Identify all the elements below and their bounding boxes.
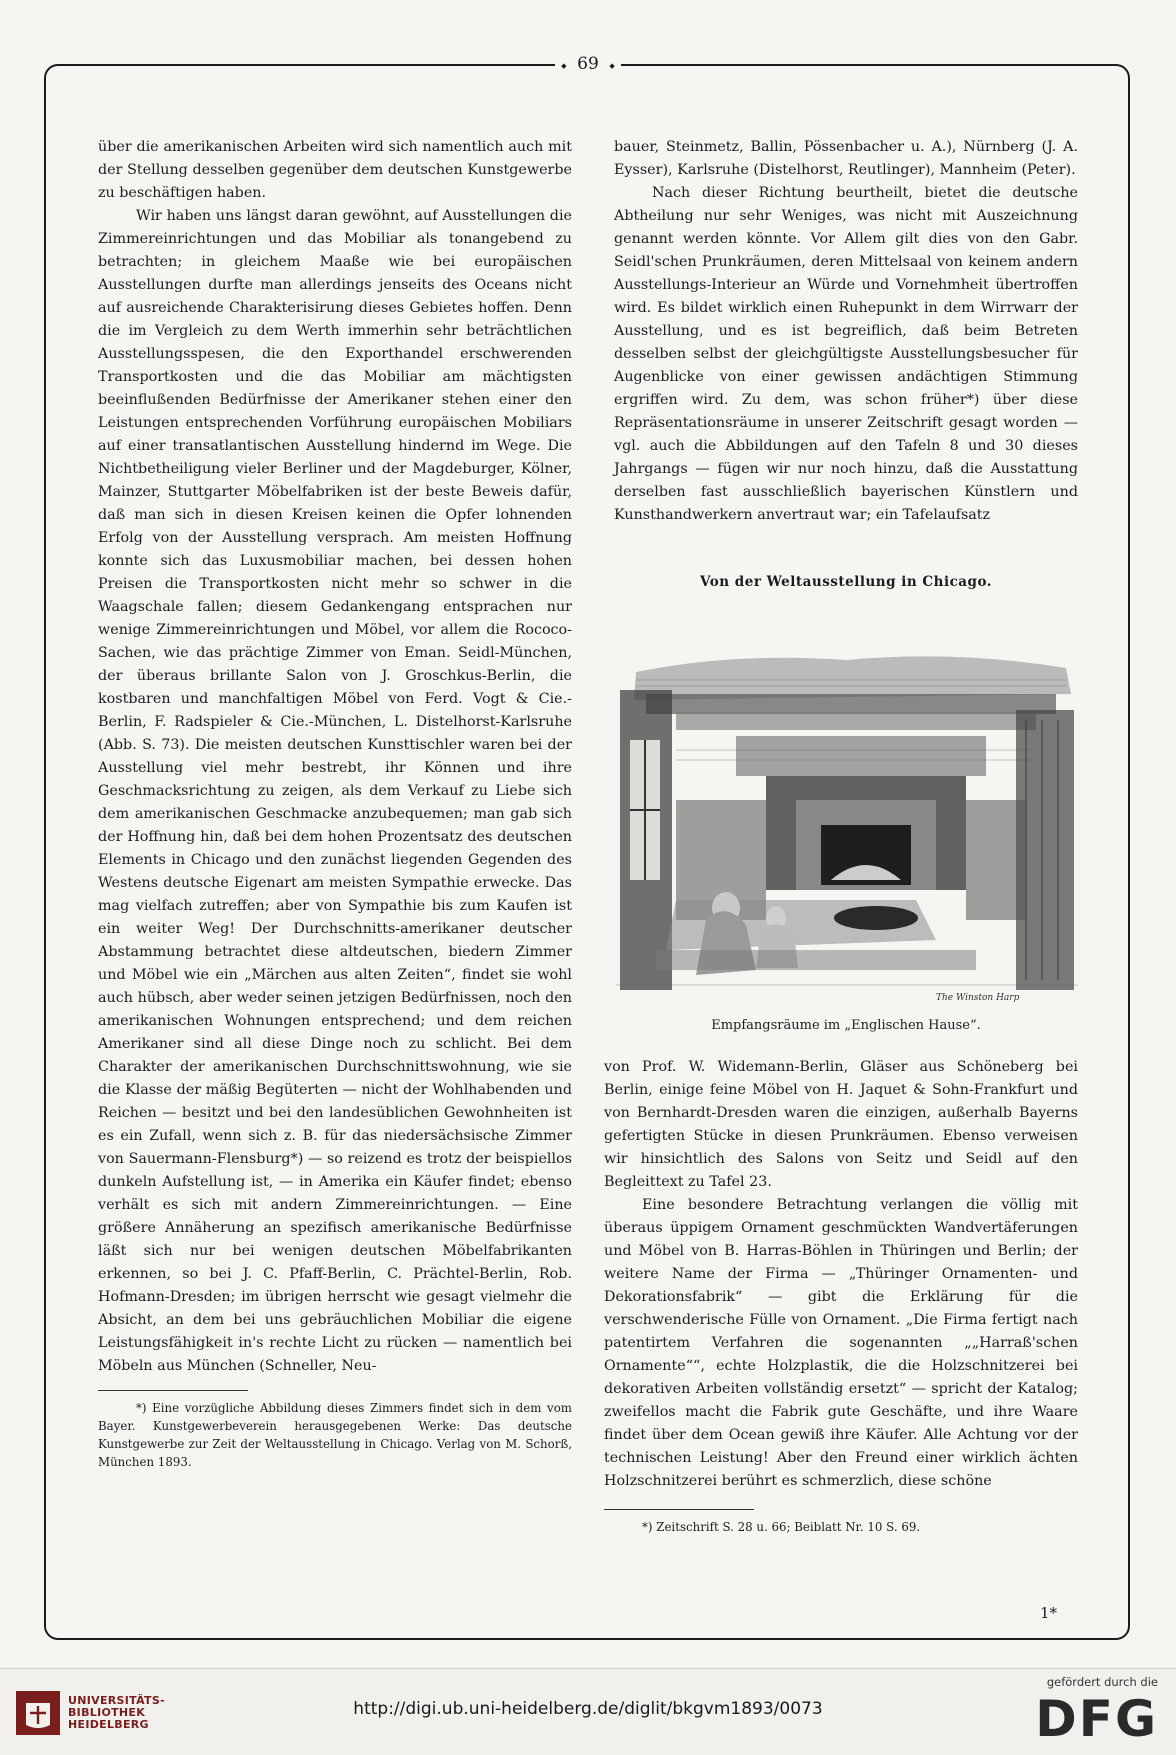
interior-engraving-illustration bbox=[616, 650, 1078, 1010]
left-paragraph-1: über die amerikanischen Arbeiten wird sich namentlich auch mit der Stellung desselben gegenüber dem deutschen Kunstgewerbe zu beschäftigen haben. bbox=[98, 139, 572, 201]
right-paragraph-1: bauer, Steinmetz, Ballin, Pössenbacher u. A.), Nürnberg (J. A. Eysser), Karlsruhe (Distelhorst, Reutlinger), Mannheim (Peter). bbox=[614, 139, 1078, 178]
dfg-logo[interactable] bbox=[1035, 1675, 1158, 1748]
right-paragraph-3: von Prof. W. Widemann-Berlin, Gläser aus Schöneberg bei Berlin, einige feine Möbel von H. Jaquet & Sohn-Frankfurt und von Bernhardt-Dresden waren die einzigen, außerhalb Bayerns gefertigten Stücke in diesen Prunkräumen. Ebenso verweisen wir hinsichtlich des Salons von Seitz und Seidl auf den Begleittext zu Tafel 23. bbox=[604, 1059, 1078, 1190]
signature-mark: 1* bbox=[1040, 1604, 1058, 1622]
right-column-top bbox=[614, 136, 1078, 527]
left-column bbox=[98, 136, 572, 1471]
library-name-line3: HEIDELBERG bbox=[68, 1718, 149, 1731]
illustration-signature: The Winston Harp bbox=[936, 993, 1020, 1003]
illustration-caption: Empfangsräume im „Englischen Hause“. bbox=[711, 1018, 981, 1033]
illustration-heading: Von der Weltausstellung in Chicago. bbox=[700, 574, 992, 590]
right-footnote: *) Zeitschrift S. 28 u. 66; Beiblatt Nr. 10 S. 69. bbox=[642, 1520, 921, 1534]
page-number: ◆ 69 ◆ bbox=[555, 54, 621, 74]
right-paragraph-4: Eine besondere Betrachtung verlangen die völlig mit überaus üppigem Ornament geschmückten Wandvertäferungen und Möbel von B. Harras-Böhlen in Thüringen und Berlin; der weitere Name der Firma — „Thüringer Ornamenten- und Dekorationsfabrik“ — gibt die Erklärung für die verschwenderische Fülle von Ornament. „Die Firma fertigt nach patentirtem Verfahren die sogenannten „„Harraß'schen Ornamente““, echte Holzplastik, die die Holzschnitzerei bei dekorativen Arbeiten vollständig ersetzt“ — spricht der Katalog; zweifellos macht die Fabrik gute Geschäfte, und ihre Waare findet über dem Ocean gewiß ihre Käufer. Alle Achtung vor der technischen Leistung! Aber den Freund einer wirklich ächten Holzschnitzerei berührt es schmerzlich, diese schöne bbox=[604, 1197, 1078, 1489]
footnote-rule-left bbox=[98, 1390, 248, 1391]
dfg-wordmark: DFG bbox=[1035, 1690, 1158, 1748]
left-paragraph-2: Wir haben uns längst daran gewöhnt, auf Ausstellungen die Zimmereinrichtungen und das Mobiliar als tonangebend zu betrachten; in gleichem Maaße wie bei europäischen Ausstellungen durfte man allerdings jenseits des Oceans nicht auf ausreichende Charakterisirung dieses Gebietes hoffen. Denn die im Vergleich zu dem Werth immerhin sehr beträchtlichen Ausstellungsspesen, die den Exporthandel erschwerenden Transportkosten und die das Mobiliar am mächtigsten beeinflußenden Bedürfnisse der Amerikaner stehen einer den Leistungen entsprechenden Vorführung europäischen Mobiliars auf einer transatlantischen Ausstellung hindernd im Wege. Die Nichtbetheiligung vieler Berliner und der Magdeburger, Kölner, Mainzer, Stuttgarter Möbelfabriken ist der beste Beweis dafür, daß man sich in diesen Kreisen keinen die Opfer lohnenden Erfolg von der Ausstellung versprach. Am meisten Hoffnung konnte sich das Luxusmobiliar machen, bei dessen hohen Preisen die Transportkosten nicht mehr so schwer in die Waagschale fallen; diesem Gedankengang entsprachen nur wenige Zimmereinrichtungen und Möbel, vor allem die Rococo-Sachen, wie das prächtige Zimmer von Eman. Seidl-München, der überaus brillante Salon von J. Groschkus-Berlin, die kostbaren und manchfaltigen Möbel von Ferd. Vogt & Cie.-Berlin, F. Radspieler & Cie.-München, L. Distelhorst-Karlsruhe (Abb. S. 73). Die meisten deutschen Kunsttischler waren bei der Ausstellung viel mehr bestrebt, ihr Können und ihre Geschmacksrichtung zu zeigen, als dem Verkauf zu Liebe sich dem amerikanischen Geschmacke anzubequemen; man gab sich der Hoffnung hin, daß bei dem hohen Prozentsatz des deutschen Elements in Chicago und den zunächst liegenden Gegenden des Westens deutsche Eigenart am meisten Sympathie erwecke. Das mag vielfach zutreffen; aber von Sympathie bis zum Kaufen ist ein weiter Weg! Der Durchschnitts-amerikaner deutscher Abstammung betrachtet diese altdeutschen, biedern Zimmer und Möbel wie ein „Märchen aus alten Zeiten“, findet sie wohl auch hübsch, aber weder seinen jetzigen Bedürfnissen, noch den amerikanischen Wohnungen entsprechend; und dem reichen Amerikaner sind all diese Dinge noch zu schlicht. Bei dem Charakter der amerikanischen Durchschnittswohnung, wie sie die Klasse der mäßig Begüterten — nicht der Wohlhabenden und Reichen — besitzt und bei den landesüblichen Gewohnheiten ist es ein Zufall, wenn sich z. B. für das niedersächsische Zimmer von Sauermann-Flensburg*) — so reizend es trotz der beispiellos dunkeln Aufstellung ist, — in Amerika ein Käufer findet; ebenso verhält es sich mit andern Zimmereinrichtungen. — Eine größere Annäherung an spezifisch amerikanische Bedürfnisse läßt sich nur bei wenigen deutschen Möbelfabrikanten erkennen, so bei J. C. Pfaff-Berlin, C. Prächtel-Berlin, Rob. Hofmann-Dresden; im übrigen herrscht wie gesagt vielmehr die Absicht, an dem bei uns gebräuchlichen Mobiliar die eigene Leistungsfähigkeit in's rechte Licht zu rücken — namentlich bei Möbeln aus München (Schneller, Neu- bbox=[98, 208, 572, 1374]
page-number-area bbox=[0, 50, 1176, 78]
viewer-footer bbox=[0, 1668, 1176, 1755]
library-name-line1: UNIVERSITÄTS- bbox=[68, 1694, 165, 1707]
right-column-bottom bbox=[604, 1056, 1078, 1536]
permalink-url[interactable]: http://digi.ub.uni-heidelberg.de/diglit/bkgvm1893/0073 bbox=[353, 1699, 823, 1719]
right-paragraph-2: Nach dieser Richtung beurtheilt, bietet die deutsche Abtheilung nur sehr Weniges, was nicht mit Auszeichnung genannt werden könnte. Vor Allem gilt dies von den Gabr. Seidl'schen Prunkräumen, deren Mittelsaal von keinem andern Ausstellungs-Interieur an Würde und Vornehmheit übertroffen wird. Es bildet wirklich einen Ruhepunkt in dem Wirrwarr der Ausstellung, und es ist begreiflich, daß beim Betreten desselben selbst der gleichgültigste Ausstellungsbesucher für Augenblicke von einer gewissen andächtigen Stimmung ergriffen wird. Zu dem, was schon früher*) über diese Repräsentationsräume in unserer Zeitschrift gesagt worden — vgl. auch die Abbildungen auf den Tafeln 8 und 30 dieses Jahrgangs — fügen wir nur noch hinzu, daß die Ausstattung derselben fast ausschließlich bayerischen Künstlern und Kunsthandwerkern anvertraut war; ein Tafelaufsatz bbox=[614, 185, 1078, 523]
funding-label: gefördert durch die bbox=[1046, 1675, 1158, 1689]
left-footnote: *) Eine vorzügliche Abbildung dieses Zimmers findet sich in dem vom Bayer. Kunstgewerbeverein herausgegebenen Werke: Das deutsche Kunstgewerbe zur Zeit der Weltausstellung in Chicago. Verlag von M. Schorß, München 1893. bbox=[98, 1401, 572, 1469]
library-name-line2: BIBLIOTHEK bbox=[68, 1706, 146, 1719]
footnote-rule-right bbox=[604, 1509, 754, 1510]
